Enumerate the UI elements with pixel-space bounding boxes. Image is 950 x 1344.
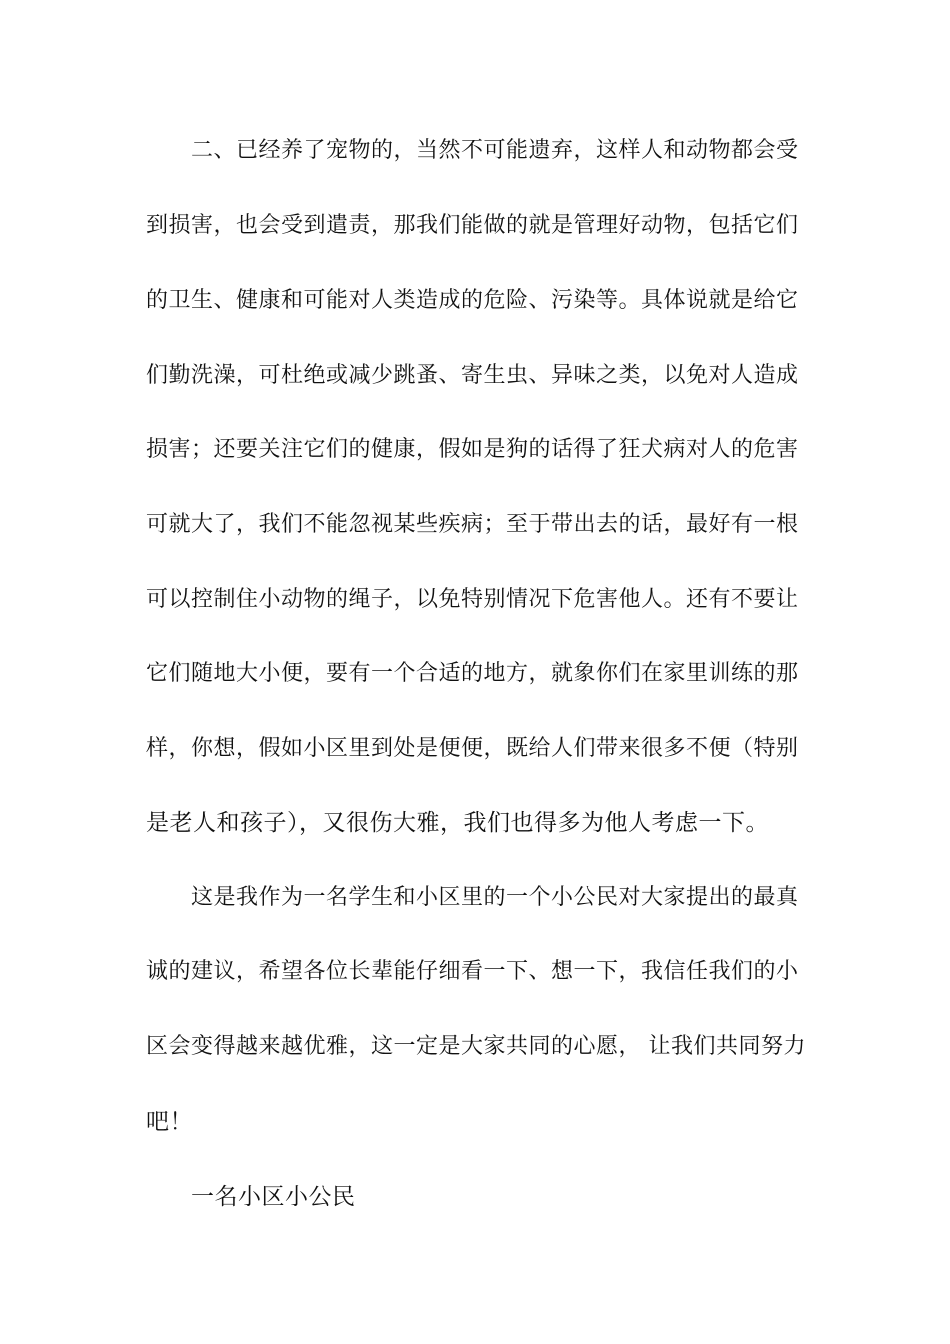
- paragraph-line: 它们随地大小便，要有一个合适的地方，就象你们在家里训练的那: [146, 661, 799, 686]
- paragraph-line: 损害；还要关注它们的健康，假如是狗的话得了狂犬病对人的危害: [146, 437, 799, 462]
- paragraph-line: 可以控制住小动物的绳子，以免特别情况下危害他人。还有不要让: [146, 587, 799, 612]
- paragraph-line: 是老人和孩子），又很伤大雅，我们也得多为他人考虑一下。: [146, 810, 769, 836]
- paragraph-line: 可就大了，我们不能忽视某些疾病；至于带出去的话，最好有一根: [146, 512, 799, 537]
- paragraph-line: 的卫生、健康和可能对人类造成的危险、污染等。具体说就是给它: [146, 288, 799, 313]
- paragraph-line: 们勤洗澡，可杜绝或减少跳蚤、寄生虫、异味之类，以免对人造成: [146, 363, 799, 388]
- paragraph-line: 这是我作为一名学生和小区里的一个小公民对大家提出的最真: [191, 885, 799, 910]
- paragraph-line: 诚的建议，希望各位长辈能仔细看一下、想一下，我信任我们的小: [146, 959, 799, 984]
- paragraph-line: 二、已经养了宠物的，当然不可能遗弃，这样人和动物都会受: [191, 138, 799, 163]
- paragraph-line: 到损害，也会受到遣责，那我们能做的就是管理好动物，包括它们: [146, 213, 799, 238]
- paragraph-line: 吧！: [146, 1109, 193, 1135]
- signature-line: 一名小区小公民: [191, 1184, 356, 1210]
- paragraph-line: 区会变得越来越优雅，这一定是大家共同的心愿， 让我们共同努力: [146, 1034, 806, 1059]
- paragraph-line: 样，你想，假如小区里到处是便便，既给人们带来很多不便（特别: [146, 736, 799, 761]
